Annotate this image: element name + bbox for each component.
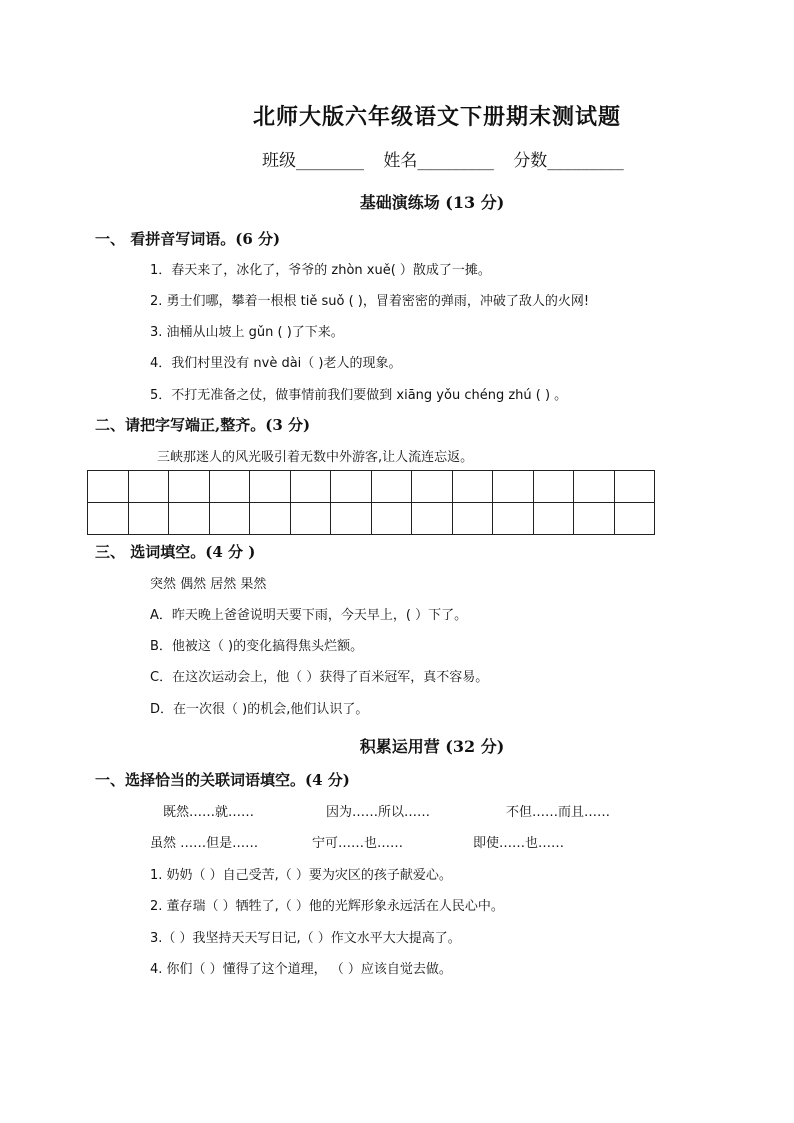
conjunction-item-4: 4. 你们（ ）懂得了这个道理， （ ）应该自觉去做。 [150,962,452,977]
grid-cell[interactable] [493,471,534,503]
name-field-label: 姓名_________ [383,151,494,171]
grid-cell[interactable] [493,503,534,535]
writing-grid-row [88,471,655,503]
word-choice-item-c: C．在这次运动会上，他（ ）获得了百米冠军，真不容易。 [150,670,489,685]
question-heading-conjunctions: 一、选择恰当的关联词语填空。(4 分) [95,771,350,789]
grid-cell[interactable] [412,503,453,535]
grid-cell[interactable] [533,503,574,535]
student-info-line [262,146,638,171]
word-bank: 突然 偶然 居然 果然 [150,577,267,592]
word-choice-item-a: A．昨天晚上爸爸说明天要下雨，今天早上，( ）下了。 [150,608,468,623]
grid-cell[interactable] [290,503,331,535]
section-title-accumulation: 积累运用营 (32 分) [359,737,505,756]
grid-cell[interactable] [128,503,169,535]
conjunction-option: 既然……就…… [163,805,255,820]
writing-grid[interactable] [87,470,655,535]
word-choice-item-b: B．他被这（ )的变化搞得焦头烂额。 [150,639,364,654]
grid-cell[interactable] [452,471,493,503]
grid-cell[interactable] [574,471,615,503]
conjunction-option: 虽然 ……但是…… [150,836,259,851]
grid-cell[interactable] [452,503,493,535]
grid-cell[interactable] [331,503,372,535]
conjunction-option: 宁可……也…… [312,836,404,851]
word-choice-item-d: D．在一次很（ )的机会,他们认识了。 [150,702,369,717]
grid-cell[interactable] [371,503,412,535]
copy-sentence: 三峡那迷人的风光吸引着无数中外游客,让人流连忘返。 [157,450,474,465]
grid-cell[interactable] [250,503,291,535]
conjunction-option: 因为……所以…… [326,805,431,820]
score-field-label: 分数_________ [513,151,624,171]
grid-cell[interactable] [533,471,574,503]
conjunction-item-2: 2. 董存瑞（ ）牺牲了,（ ）他的光辉形象永远活在人民心中。 [150,899,504,914]
grid-cell[interactable] [250,471,291,503]
grid-cell[interactable] [371,471,412,503]
question-heading-pinyin: 一、 看拼音写词语。(6 分) [95,230,281,248]
pinyin-item-4: 4．我们村里没有 nvè dài（ )老人的现象。 [150,356,402,371]
pinyin-item-5: 5．不打无准备之仗，做事情前我们要做到 xiāng yǒu chéng zhú ( ) 。 [150,388,568,403]
pinyin-item-2: 2. 勇士们哪，攀着一根根 tiě suǒ ( )，冒着密密的弹雨，冲破了敌人的火网! [150,294,590,309]
grid-cell[interactable] [88,503,129,535]
grid-cell[interactable] [88,471,129,503]
conjunction-option: 不但……而且…… [506,805,611,820]
page-title: 北师大版六年级语文下册期末测试题 [252,104,621,130]
grid-cell[interactable] [412,471,453,503]
writing-grid-row [88,503,655,535]
grid-cell[interactable] [169,471,210,503]
section-title-basics: 基础演练场 (13 分) [359,193,505,212]
grid-cell[interactable] [290,471,331,503]
grid-cell[interactable] [614,471,655,503]
question-heading-handwriting: 二、请把字写端正,整齐。(3 分) [95,416,311,434]
grid-cell[interactable] [128,471,169,503]
pinyin-item-3: 3. 油桶从山坡上 gǔn ( )了下来。 [150,325,344,340]
grid-cell[interactable] [209,471,250,503]
conjunction-item-3: 3.（ ）我坚持天天写日记,（ ）作文水平大大提高了。 [150,931,461,946]
grid-cell[interactable] [331,471,372,503]
conjunction-option: 即使……也…… [473,836,565,851]
grid-cell[interactable] [169,503,210,535]
question-heading-word-choice: 三、 选词填空。(4 分 ) [95,543,256,561]
grid-cell[interactable] [209,503,250,535]
class-field-label: 班级________ [262,151,364,171]
conjunction-item-1: 1. 奶奶（ ）自己受苦,（ ）要为灾区的孩子献爱心。 [150,868,452,883]
grid-cell[interactable] [574,503,615,535]
pinyin-item-1: 1．春天来了，冰化了，爷爷的 zhòn xuě( ）散成了一摊。 [150,263,491,278]
grid-cell[interactable] [614,503,655,535]
